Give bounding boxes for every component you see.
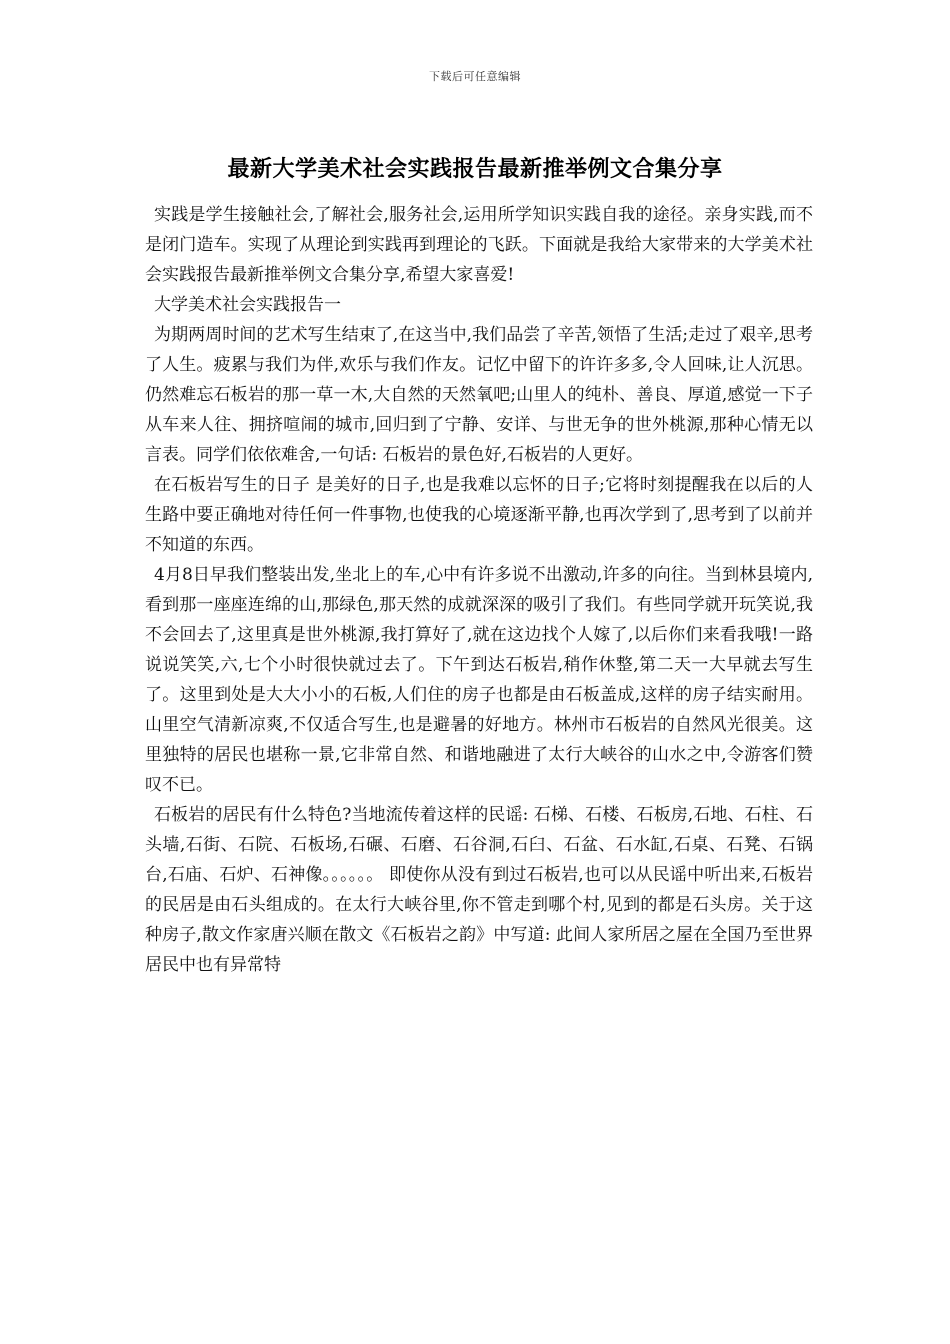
- paragraph: 4月8日早我们整装出发,坐北上的车,心中有许多说不出激动,许多的向往。当到林县境内,看到那一座座连绵的山,那绿色,那天然的成就深深的吸引了我们。有些同学就开玩笑说,我不会回去了,这里真是世外桃源,我打算好了,就在这边找个人嫁了,以后你们来看我哦!一路说说笑笑,六,七个小时很快就过去了。下午到达石板岩,稍作休整,第二天一大早就去写生了。这里到处是大大小小的石板,人们住的房子也都是由石板盖成,这样的房子结实耐用。山里空气清新凉爽,不仅适合写生,也是避暑的好地方。林州市石板岩的自然风光很美。这里独特的居民也堪称一景,它非常自然、和谐地融进了太行大峡谷的山水之中,令游客们赞叹不已。: [145, 565, 813, 795]
- document-title: 最新大学美术社会实践报告最新推举例文合集分享: [227, 156, 723, 182]
- document-body: [145, 200, 813, 980]
- paragraph: 在石板岩写生的日子 是美好的日子,也是我难以忘怀的日子;它将时刻提醒我在以后的人生路中要正确地对待任何一件事物,也使我的心境逐渐平静,也再次学到了,思考到了以前并不知道的东西。: [145, 475, 813, 555]
- section-heading: 大学美术社会实践报告一: [154, 295, 341, 315]
- paragraph: 石板岩的居民有什么特色?当地流传着这样的民谣: 石梯、石楼、石板房,石地、石柱、石头墙,石街、石院、石板场,石碾、石磨、石谷洞,石臼、石盆、石水缸,石桌、石凳、石锅台,石庙、石炉、石神像。。。。。。 即使你从没有到过石板岩,也可以从民谣中听出来,石板岩的民居是由石头组成的。在太行大峡谷里,你不管走到哪个村,见到的都是石头房。关于这种房子,散文作家唐兴顺在散文《石板岩之韵》中写道: 此间人家所居之屋在全国乃至世界居民中也有异常特: [145, 805, 813, 975]
- paragraph-intro: 实践是学生接触社会,了解社会,服务社会,运用所学知识实践自我的途径。亲身实践,而不是闭门造车。实现了从理论到实践再到理论的飞跃。下面就是我给大家带来的大学美术社会实践报告最新推举例文合集分享,希望大家喜爱!: [145, 205, 813, 285]
- header-note: 下载后可任意编辑: [429, 70, 521, 83]
- paragraph: 为期两周时间的艺术写生结束了,在这当中,我们品尝了辛苦,领悟了生活;走过了艰辛,思考了人生。疲累与我们为伴,欢乐与我们作友。记忆中留下的许许多多,令人回味,让人沉思。仍然难忘石板岩的那一草一木,大自然的天然氧吧;山里人的纯朴、善良、厚道,感觉一下子从车来人往、拥挤喧闹的城市,回归到了宁静、安详、与世无争的世外桃源,那种心情无以言表。同学们依依难舍,一句话: 石板岩的景色好,石板岩的人更好。: [145, 325, 813, 465]
